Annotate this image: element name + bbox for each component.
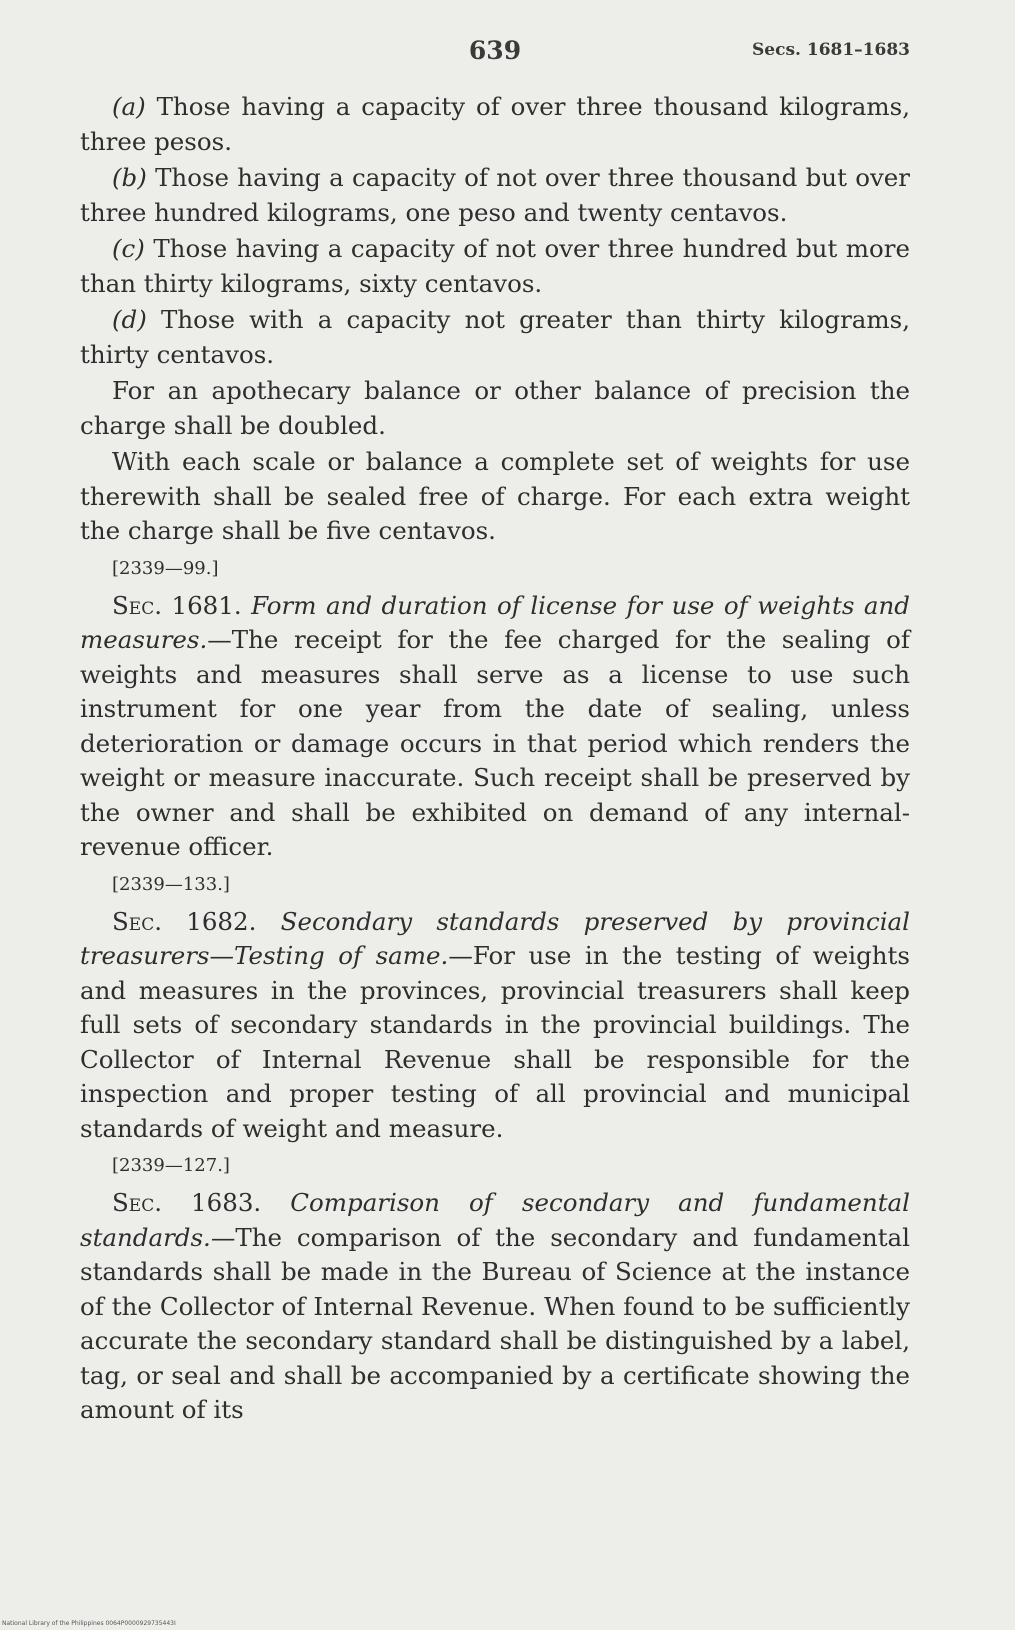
section-title: Secondary standards preserved by provincial treasurers—Testing of same. (80, 906, 910, 970)
item-d (80, 303, 910, 372)
section-1681 (80, 589, 910, 865)
section-text: —The comparison of the secondary and fundamental standards shall be made in the Bureau of Science at the instance of the Collector of Internal Revenue. When found to be sufficiently accurate the secondary standard shall be distinguished by a label, tag, or seal and shall be accompanied by a certificate showing the amount of its (80, 1222, 910, 1424)
section-text: —For use in the testing of weights and measures in the provinces, provincial treasurers shall keep full sets of secondary standards in the provincial buildings. The Collector of Internal Revenue shall be responsible for the inspection and proper testing of all provincial and municipal standards of weight and measure. (80, 941, 910, 1143)
running-head: Secs. 1681–1683 (752, 40, 910, 60)
section-text: —The receipt for the fee charged for the sealing of weights and measures shall serve as a license to use such instrument for one year from the date of sealing, unless deterioration or damage occurs in that period which renders the weight or measure inaccurate. Such receipt shall be preserved by the owner and shall be exhibited on demand of any internal-revenue officer. (80, 625, 910, 861)
section-1682 (80, 905, 910, 1147)
library-footer-note: National Library of the Philippines 0064P0000929735443I (2, 1620, 176, 1627)
section-1683 (80, 1186, 910, 1428)
section-title: Form and duration of license for use of weights and measures. (80, 590, 910, 654)
citation-1: [2339—99.] (112, 557, 219, 579)
item-letter: (a) (112, 92, 146, 121)
paragraph-apothecary: For an apothecary balance or other balance of precision the charge shall be doubled. (80, 376, 910, 440)
paragraph-weights: With each scale or balance a complete set of weights for use therewith shall be sealed free of charge. For each extra weight the charge shall be five centavos. (80, 447, 910, 545)
body-text (80, 90, 910, 1430)
item-letter: (d) (112, 305, 147, 334)
item-letter: (c) (112, 234, 145, 263)
page-header (80, 36, 910, 72)
item-text: Those having a capacity of not over three hundred but more than thirty kilograms, sixty centavos. (80, 234, 910, 298)
section-label: Sec. 1682. (112, 906, 257, 936)
section-title: Comparison of secondary and fundamental standards. (80, 1188, 910, 1252)
item-text: Those having a capacity of not over three thousand but over three hundred kilograms, one peso and twenty centavos. (80, 163, 910, 227)
item-text: Those having a capacity of over three thousand kilograms, three pesos. (80, 92, 910, 156)
citation-3: [2339—127.] (112, 1155, 230, 1176)
item-c (80, 232, 910, 301)
item-b (80, 161, 910, 230)
citation-2: [2339—133.] (112, 873, 230, 895)
page-number: 639 (468, 36, 522, 65)
item-text: Those with a capacity not greater than thirty kilograms, thirty centavos. (80, 305, 910, 369)
item-letter: (b) (112, 163, 147, 192)
item-a (80, 90, 910, 159)
section-label: Sec. 1681. (112, 590, 242, 620)
section-label: Sec. 1683. (112, 1188, 262, 1217)
